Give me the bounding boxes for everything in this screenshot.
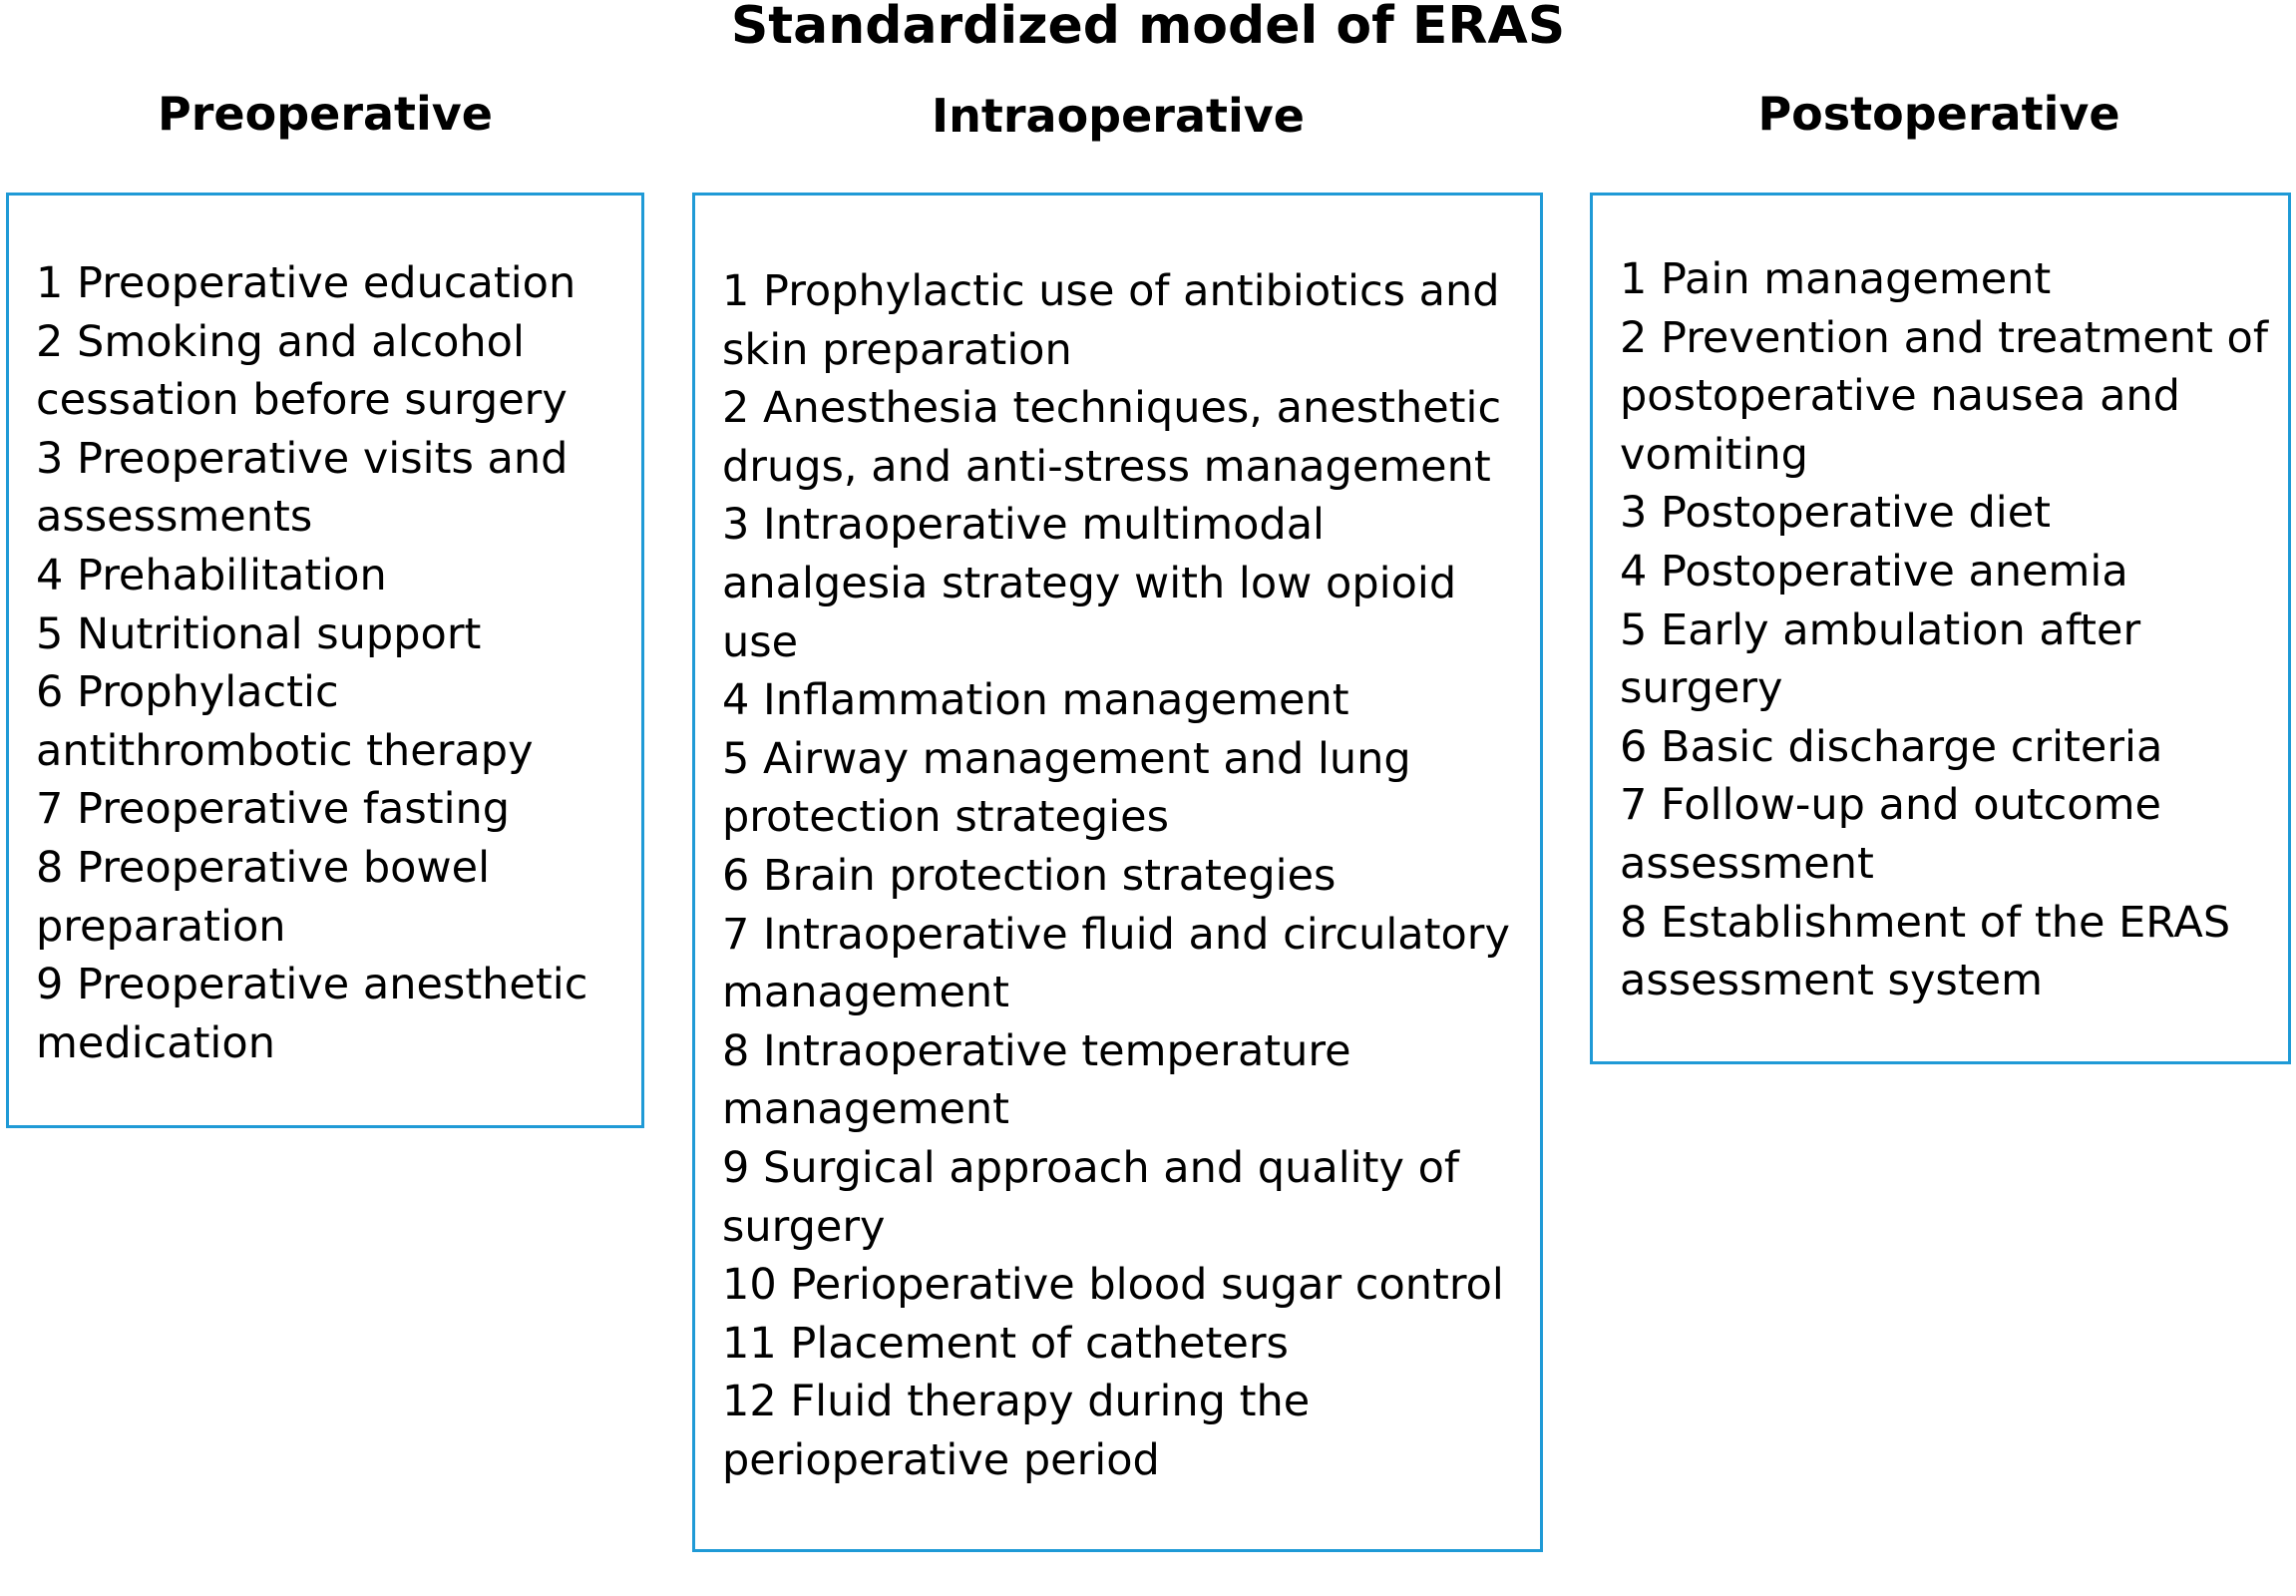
preoperative-item: 7 Preoperative fasting [36,784,511,835]
preoperative-item: 4 Prehabilitation [36,550,387,600]
diagram-title: Standardized model of ERAS [730,0,1566,56]
preoperative-item: 8 Preoperative bowel preparation [36,842,491,952]
postoperative-item: 5 Early ambulation after surgery [1620,604,2141,714]
preoperative-item: 6 Prophylactic antithrombotic therapy [36,667,534,776]
intraoperative-list [722,262,1520,1489]
intraoperative-item: 5 Airway management and lung protection strategies [722,733,1411,843]
postoperative-item: 6 Basic discharge criteria [1620,721,2163,772]
postoperative-box [1590,193,2291,1064]
preoperative-item: 9 Preoperative anesthetic medication [36,960,588,1068]
intraoperative-item: 2 Anesthesia techniques, anesthetic drugs, and anti-stress management [722,383,1502,492]
intraoperative-item: 7 Intraoperative fluid and circulatory management [722,909,1510,1018]
intraoperative-item: 4 Inflammation management [722,675,1349,726]
postoperative-item: 3 Postoperative diet [1620,488,2052,539]
intraoperative-heading: Intraoperative [932,89,1305,143]
intraoperative-item: 3 Intraoperative multimodal analgesia strategy with low opioid use [722,500,1457,667]
postoperative-heading: Postoperative [1757,87,2120,141]
preoperative-item: 1 Preoperative education [36,258,576,308]
intraoperative-item: 9 Surgical approach and quality of surgery [722,1142,1460,1252]
intraoperative-item: 11 Placement of catheters [722,1318,1289,1369]
postoperative-item: 4 Postoperative anemia [1620,546,2128,597]
intraoperative-item: 1 Prophylactic use of antibiotics and skin preparation [722,266,1500,375]
postoperative-item: 7 Follow-up and outcome assessment [1620,780,2161,889]
preoperative-heading: Preoperative [158,87,493,141]
postoperative-item: 1 Pain management [1620,254,2052,304]
intraoperative-item: 12 Fluid therapy during the perioperative period [722,1377,1311,1485]
preoperative-box [6,193,644,1128]
preoperative-item: 5 Nutritional support [36,608,482,659]
postoperative-item: 2 Prevention and treatment of postoperative nausea and vomiting [1620,312,2268,480]
preoperative-item: 3 Preoperative visits and assessments [36,433,569,543]
preoperative-list [36,254,634,1072]
postoperative-item: 8 Establishment of the ERAS assessment system [1620,897,2231,1006]
intraoperative-item: 8 Intraoperative temperature management [722,1025,1351,1135]
postoperative-list [1620,250,2283,1010]
intraoperative-box [692,193,1543,1552]
intraoperative-item: 6 Brain protection strategies [722,850,1337,901]
preoperative-item: 2 Smoking and alcohol cessation before surgery [36,316,568,426]
intraoperative-item: 10 Perioperative blood sugar control [722,1260,1504,1311]
